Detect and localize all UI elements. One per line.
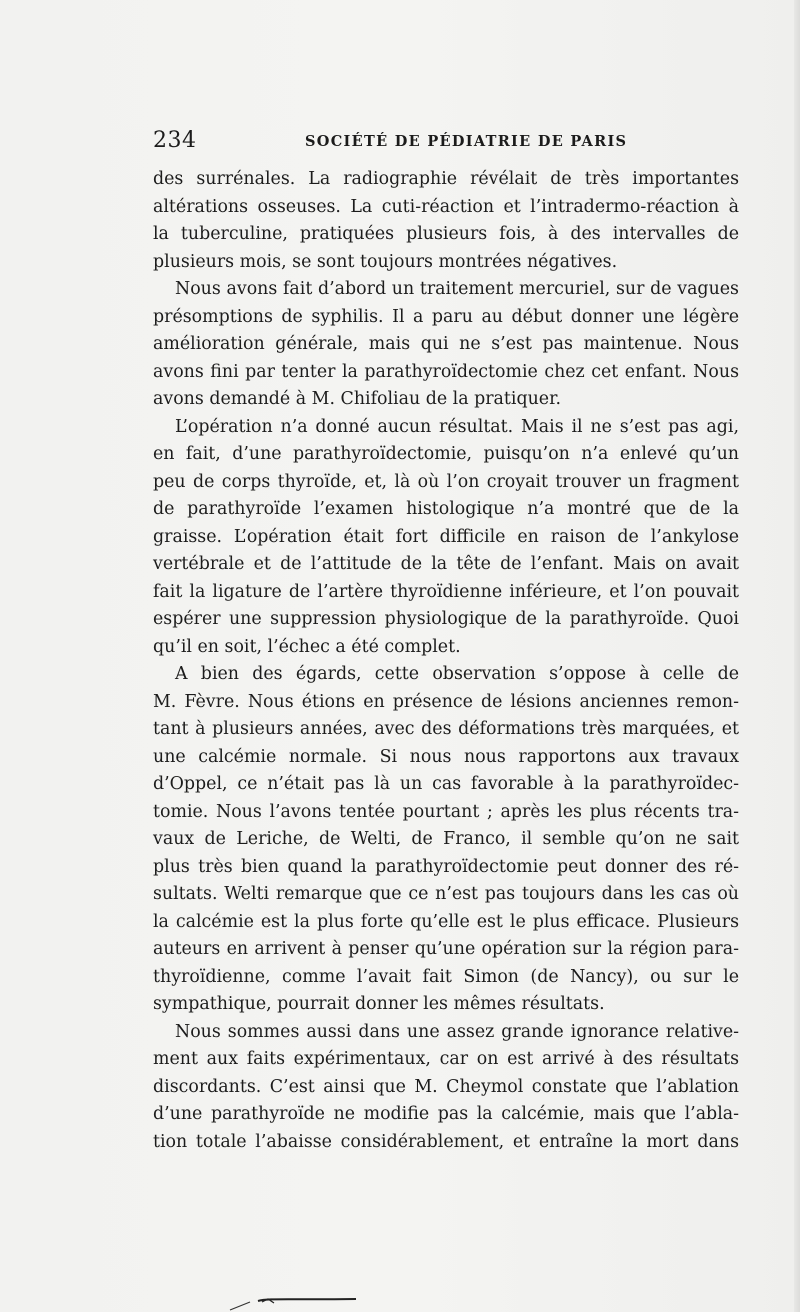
text-line: vaux de Leriche, de Welti, de Franco, il semble qu’on ne sait: [153, 829, 739, 849]
body-text: [153, 166, 739, 1156]
text-line: A bien des égards, cette observation s’oppose à celle de: [175, 664, 739, 684]
text-line: L’opération n’a donné aucun résultat. Mais il ne s’est pas agi,: [175, 416, 739, 437]
running-head: SOCIÉTÉ DE PÉDIATRIE DE PARIS: [305, 133, 628, 150]
page-header: [153, 128, 737, 158]
text-line: avons demandé à M. Chifoliau de la pratiquer.: [153, 389, 562, 409]
text-line: fait la ligature de l’artère thyroïdienne inférieure, et l’on pouvait: [153, 581, 739, 602]
text-line: sympathique, pourrait donner les mêmes résultats.: [153, 994, 605, 1014]
text-line: auteurs en arrivent à penser qu’une opération sur la région para-: [153, 939, 739, 959]
text-line: amélioration générale, mais qui ne s’est pas maintenue. Nous: [153, 334, 739, 354]
text-line: de parathyroïde l’examen histologique n’a montré que de la: [153, 499, 739, 519]
text-line: la tuberculine, pratiquées plusieurs fois, à des intervalles de: [153, 224, 739, 244]
text-line: discordants. C’est ainsi que M. Cheymol constate que l’ablation: [153, 1076, 739, 1097]
page-number: 234: [153, 128, 197, 153]
text-line: tant à plusieurs années, avec des déformations très marquées, et: [153, 719, 739, 739]
text-line: qu’il en soit, l’échec a été complet.: [153, 636, 461, 657]
text-line: des surrénales. La radiographie révélait de très importantes: [153, 169, 739, 189]
text-line: plus très bien quand la parathyroïdectomie peut donner des ré-: [153, 856, 739, 877]
text-line: vertébrale et de l’attitude de la tête de l’enfant. Mais on avait: [153, 554, 739, 574]
text-line: une calcémie normale. Si nous nous rapportons aux travaux: [153, 746, 739, 767]
page-edge: [794, 0, 800, 1312]
text-line: altérations osseuses. La cuti-réaction et l’intradermo-réaction à: [153, 196, 739, 217]
text-line: thyroïdienne, comme l’avait fait Simon (de Nancy), ou sur le: [153, 966, 739, 987]
text-line: graisse. L’opération était fort difficile en raison de l’ankylose: [153, 526, 739, 547]
text-line: la calcémie est la plus forte qu’elle est le plus efficace. Plusieurs: [153, 911, 739, 932]
text-line: ment aux faits expérimentaux, car on est arrivé à des résultats: [153, 1049, 739, 1069]
printer-mark: [228, 1296, 358, 1312]
text-line: présomptions de syphilis. Il a paru au début donner une légère: [153, 306, 739, 327]
text-line: plusieurs mois, se sont toujours montrées négatives.: [153, 251, 618, 272]
text-line: peu de corps thyroïde, et, là où l’on croyait trouver un fragment: [153, 471, 739, 492]
text-line: sultats. Welti remarque que ce n’est pas toujours dans les cas où: [153, 884, 739, 904]
text-line: en fait, d’une parathyroïdectomie, puisqu’on n’a enlevé qu’un: [153, 444, 739, 464]
text-line: Nous avons fait d’abord un traitement mercuriel, sur de vagues: [175, 279, 739, 299]
text-line: M. Fèvre. Nous étions en présence de lésions anciennes remon-: [153, 691, 739, 712]
text-line: Nous sommes aussi dans une assez grande ignorance relative-: [175, 1021, 739, 1042]
text-line: tomie. Nous l’avons tentée pourtant ; après les plus récents tra-: [153, 801, 739, 822]
text-line: d’Oppel, ce n’était pas là un cas favorable à la parathyroïdec-: [153, 774, 739, 794]
text-line: avons fini par tenter la parathyroïdectomie chez cet enfant. Nous: [153, 361, 739, 382]
text-line: d’une parathyroïde ne modifie pas la calcémie, mais que l’abla-: [153, 1104, 739, 1124]
text-line: tion totale l’abaisse considérablement, et entraîne la mort dans: [153, 1131, 739, 1152]
text-line: espérer une suppression physiologique de la parathyroïde. Quoi: [153, 609, 739, 629]
